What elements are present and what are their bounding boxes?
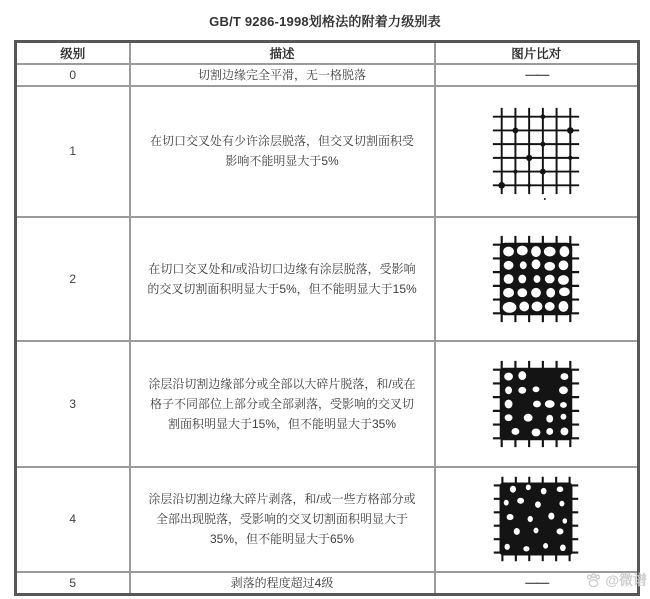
adhesion-rating-table [14, 40, 640, 596]
table-row-level-2 [16, 217, 639, 341]
page-title: GB/T 9286-1998划格法的附着力级别表 [209, 14, 441, 29]
description-cell: 涂层沿切割边缘大碎片剥落，和/或一些方格部分或全部出现脱落，受影响的交叉切割面积明显大于35%，但不能明显大于65% [130, 467, 435, 572]
crosscut-grid-level-3-image [487, 355, 585, 453]
table-row-level-0 [16, 64, 639, 86]
image-cell [435, 341, 639, 467]
header-level: 级别 [16, 42, 130, 64]
level-cell: 1 [16, 86, 130, 217]
image-cell [435, 467, 639, 572]
table-row-level-4 [16, 467, 639, 572]
level-cell: 3 [16, 341, 130, 467]
description-cell: 剥落的程度超过4级 [130, 572, 435, 595]
header-image-compare: 图片比对 [435, 42, 639, 64]
image-cell [435, 217, 639, 341]
no-image-dash: —— [525, 575, 548, 590]
watermark-text: @微谱 [605, 572, 647, 588]
table-row-level-5 [16, 572, 639, 595]
description-cell: 在切口交叉处和/或沿切口边缘有涂层脱落，受影响的交叉切割面积明显大于5%，但不能明显大于15% [130, 217, 435, 341]
crosscut-grid-level-4-image [488, 471, 584, 567]
description-cell: 涂层沿切割边缘部分或全部以大碎片脱落，和/或在格子不同部位上部分或全部剥落，受影响的交叉切割面积明显大于15%，但不能明显大于35% [130, 341, 435, 467]
crosscut-grid-level-1-image [487, 100, 585, 202]
level-cell: 0 [16, 64, 130, 86]
table-row-level-1 [16, 86, 639, 217]
level-cell: 5 [16, 572, 130, 595]
image-cell [435, 86, 639, 217]
no-image-dash: —— [525, 67, 548, 82]
crosscut-grid-level-2-image [487, 230, 585, 328]
image-cell [435, 64, 639, 86]
description-cell: 切割边缘完全平滑，无一格脱落 [130, 64, 435, 86]
header-description: 描述 [130, 42, 435, 64]
level-cell: 2 [16, 217, 130, 341]
table-header-row [16, 42, 639, 64]
table-row-level-3 [16, 341, 639, 467]
image-cell [435, 572, 639, 595]
description-cell: 在切口交叉处有少许涂层脱落，但交叉切割面积受影响不能明显大于5% [130, 86, 435, 217]
level-cell: 4 [16, 467, 130, 572]
